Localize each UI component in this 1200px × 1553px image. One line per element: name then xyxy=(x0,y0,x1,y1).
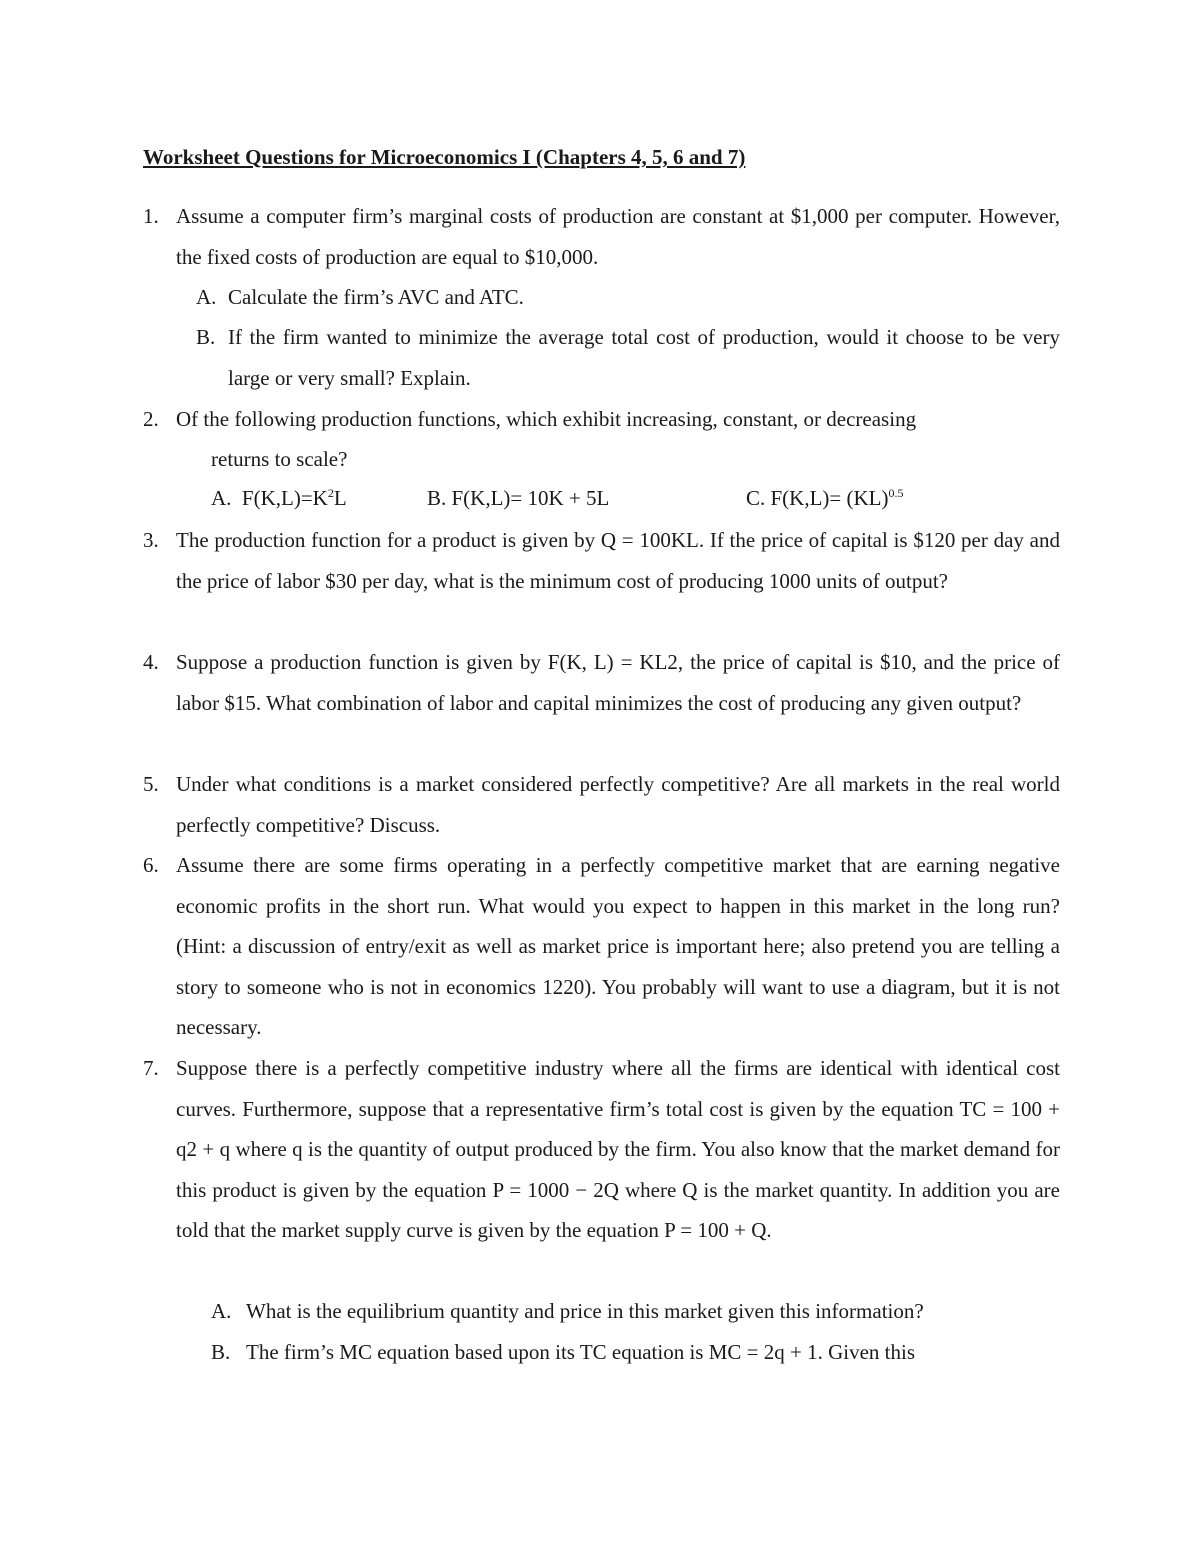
question-text: The production function for a product is given by Q = 100KL. If the price of capital is $120 per day and the price of labor $30 per day, what is the minimum cost of producing 1000 units of output? xyxy=(176,528,1060,593)
question-number: 7. xyxy=(143,1056,159,1080)
part-text: Calculate the firm’s AVC and ATC. xyxy=(228,285,524,309)
question-text: Assume there are some firms operating in a perfectly competitive market that are earning negative economic profits in the short run. What would you expect to happen in this market in the long run? (Hint: a discussion of entry/exit as well as market price is important here; also pretend you are telling a story to someone who is not in economics 1220). You probably will want to use a diagram, but it is not necessary. xyxy=(176,853,1060,1040)
question-7 xyxy=(143,1048,1060,1251)
part-text: What is the equilibrium quantity and price in this market given this information? xyxy=(246,1299,924,1323)
question-number: 5. xyxy=(143,772,159,796)
question-1 xyxy=(143,196,1060,277)
formula-a-exponent: 2 xyxy=(327,486,334,500)
question-text: Under what conditions is a market considered perfectly competitive? Are all markets in the real world perfectly competitive? Discuss. xyxy=(176,772,1060,837)
part-text: The firm’s MC equation based upon its TC equation is MC = 2q + 1. Given this xyxy=(246,1340,916,1364)
question-6 xyxy=(143,845,1060,1048)
question-number: 6. xyxy=(143,853,159,877)
formula-a-label: A. xyxy=(211,486,232,510)
formula-c xyxy=(746,478,904,519)
question-5 xyxy=(143,764,1060,845)
question-number: 3. xyxy=(143,528,159,552)
formula-a xyxy=(211,478,347,519)
question-3 xyxy=(143,520,1060,601)
question-text: Suppose a production function is given by F(K, L) = KL2, the price of capital is $10, and the price of labor $15. What combination of labor and capital minimizes the cost of producing any given output? xyxy=(176,650,1060,715)
part-letter: A. xyxy=(196,285,217,309)
question-2-continuation: returns to scale? xyxy=(211,447,348,471)
question-number: 2. xyxy=(143,407,159,431)
question-text: Of the following production functions, which exhibit increasing, constant, or decreasing xyxy=(176,407,917,431)
part-letter: B. xyxy=(196,325,216,349)
question-1-part-b xyxy=(196,317,1060,398)
question-7-part-a xyxy=(211,1291,1071,1332)
question-number: 1. xyxy=(143,204,159,228)
question-text: Assume a computer firm’s marginal costs of production are constant at $1,000 per computer. However, the fixed costs of production are equal to $10,000. xyxy=(176,204,1060,269)
part-letter: B. xyxy=(211,1340,231,1364)
formula-c-text: C. F(K,L)= (KL) xyxy=(746,486,889,510)
question-4 xyxy=(143,642,1060,723)
formula-c-exponent: 0.5 xyxy=(888,486,904,500)
formula-b: B. F(K,L)= 10K + 5L xyxy=(427,486,610,510)
question-2 xyxy=(143,399,1060,440)
part-text: If the firm wanted to minimize the average total cost of production, would it choose to be very large or very small? Explain. xyxy=(228,325,1060,390)
question-number: 4. xyxy=(143,650,159,674)
question-1-part-a xyxy=(196,277,1060,318)
page-title: Worksheet Questions for Microeconomics I (Chapters 4, 5, 6 and 7) xyxy=(143,145,746,169)
question-2-formulas xyxy=(211,478,1111,518)
question-7-part-b xyxy=(211,1332,1071,1373)
part-letter: A. xyxy=(211,1299,232,1323)
formula-a-tail: L xyxy=(333,486,347,510)
formula-a-text: F(K,L)=K xyxy=(241,486,328,510)
question-text: Suppose there is a perfectly competitive industry where all the firms are identical with identical cost curves. Furthermore, suppose that a representative firm’s total cost is given by the equation TC = 100 + q2 + q where q is the quantity of output produced by the firm. You also know that the market demand for this product is given by the equation P = 1000 − 2Q where Q is the market quantity. In addition you are told that the market supply curve is given by the equation P = 100 + Q. xyxy=(176,1056,1060,1243)
